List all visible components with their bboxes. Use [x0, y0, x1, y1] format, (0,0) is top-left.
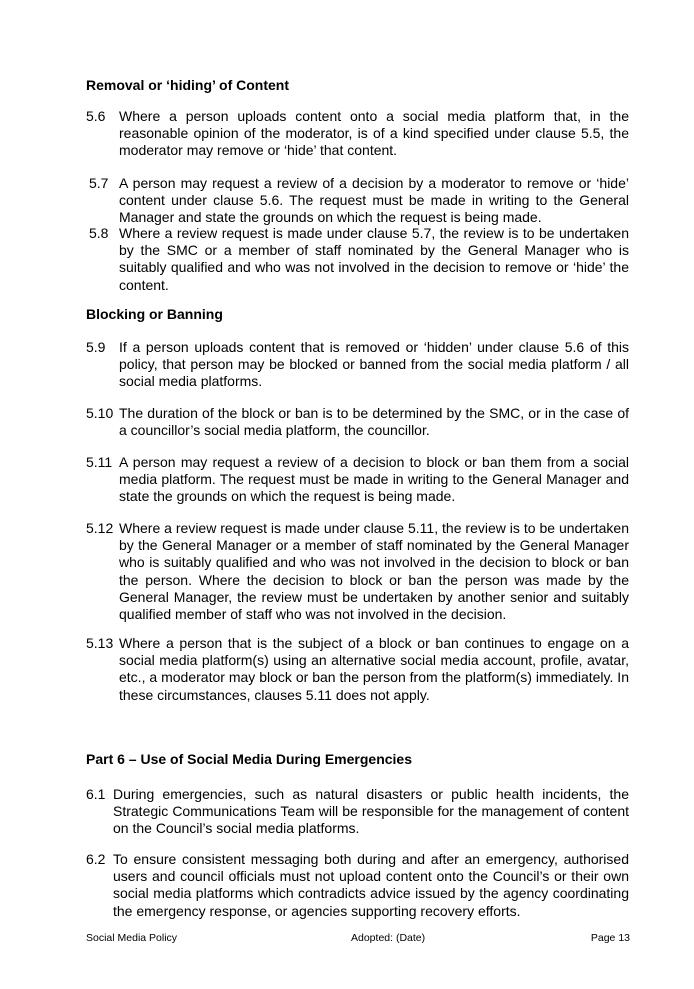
- clause-5-12: [86, 520, 629, 623]
- clause-5-7: [86, 175, 629, 227]
- clause-5-8: [86, 225, 629, 294]
- clause-text: During emergencies, such as natural disasters or public health incidents, the Strategic Communications Team will be responsible for the management of content on the Council’s social media platforms.: [113, 786, 629, 837]
- clause-text: Where a person that is the subject of a block or ban continues to engage on a social media platform(s) using an alternative social media account, profile, avatar, etc., a moderator may block or ban the person from the platform(s) immediately. In these circumstances, clauses 5.11 does not apply.: [119, 635, 629, 703]
- clause-number: 5.13: [86, 635, 114, 651]
- footer-adopted-date: Adopted: (Date): [351, 932, 426, 944]
- clause-number: 5.11: [86, 454, 113, 470]
- clause-text: A person may request a review of a decision by a moderator to remove or ‘hide’ content under clause 5.6. The request must be made in writing to the General Manager and state the grounds on which the request is being made.: [119, 175, 629, 226]
- clause-text: To ensure consistent messaging both during and after an emergency, authorised users and council officials must not upload content onto the Council’s or their own social media platforms which contradicts advice issued by the agency coordinating the emergency response, or agencies supporting recovery efforts.: [113, 851, 629, 919]
- clause-5-9: [86, 339, 629, 391]
- clause-number: 6.1: [86, 786, 106, 802]
- clause-number: 5.7: [89, 175, 109, 191]
- clause-text: If a person uploads content that is removed or ‘hidden’ under clause 5.6 of this policy, that person may be blocked or banned from the social media platform / all social media platforms.: [119, 339, 629, 390]
- clause-5-10: [86, 405, 629, 439]
- clause-text: The duration of the block or ban is to be determined by the SMC, or in the case of a councillor’s social media platform, the councillor.: [119, 405, 629, 439]
- clause-5-11: [86, 454, 629, 506]
- clause-number: 5.6: [86, 108, 106, 124]
- footer-page-number: Page 13: [590, 932, 630, 944]
- section-heading-removal: Removal or ‘hiding’ of Content: [86, 77, 289, 93]
- clause-number: 5.8: [89, 225, 109, 241]
- clause-text: Where a review request is made under clause 5.11, the review is to be undertaken by the General Manager or a member of staff nominated by the General Manager who is suitably qualified and who was not involved in the decision to block or ban the person. Where the decision to block or ban the person was made by the General Manager, the review must be undertaken by another senior and suitably qualified member of staff who was not involved in the decision.: [119, 520, 629, 623]
- clause-5-13: [86, 635, 629, 704]
- section-heading-part6: Part 6 – Use of Social Media During Emergencies: [86, 751, 412, 767]
- clause-text: Where a person uploads content onto a social media platform that, in the reasonable opinion of the moderator, is of a kind specified under clause 5.5, the moderator may remove or ‘hide’ that content.: [119, 108, 629, 159]
- clause-number: 5.9: [86, 339, 106, 355]
- clause-6-1: [86, 786, 629, 838]
- section-heading-blocking: Blocking or Banning: [86, 306, 223, 322]
- clause-text: A person may request a review of a decision to block or ban them from a social media platform. The request must be made in writing to the General Manager and state the grounds on which the request is being made.: [119, 454, 629, 505]
- clause-number: 6.2: [86, 851, 106, 867]
- footer-document-title: Social Media Policy: [86, 932, 178, 944]
- clause-5-6: [86, 108, 629, 160]
- clause-text: Where a review request is made under clause 5.7, the review is to be undertaken by the SMC or a member of staff nominated by the General Manager who is suitably qualified and who was not involved in the decision to remove or ‘hide’ the content.: [119, 225, 629, 293]
- clause-6-2: [86, 851, 629, 920]
- clause-number: 5.10: [86, 405, 114, 421]
- clause-number: 5.12: [86, 520, 114, 536]
